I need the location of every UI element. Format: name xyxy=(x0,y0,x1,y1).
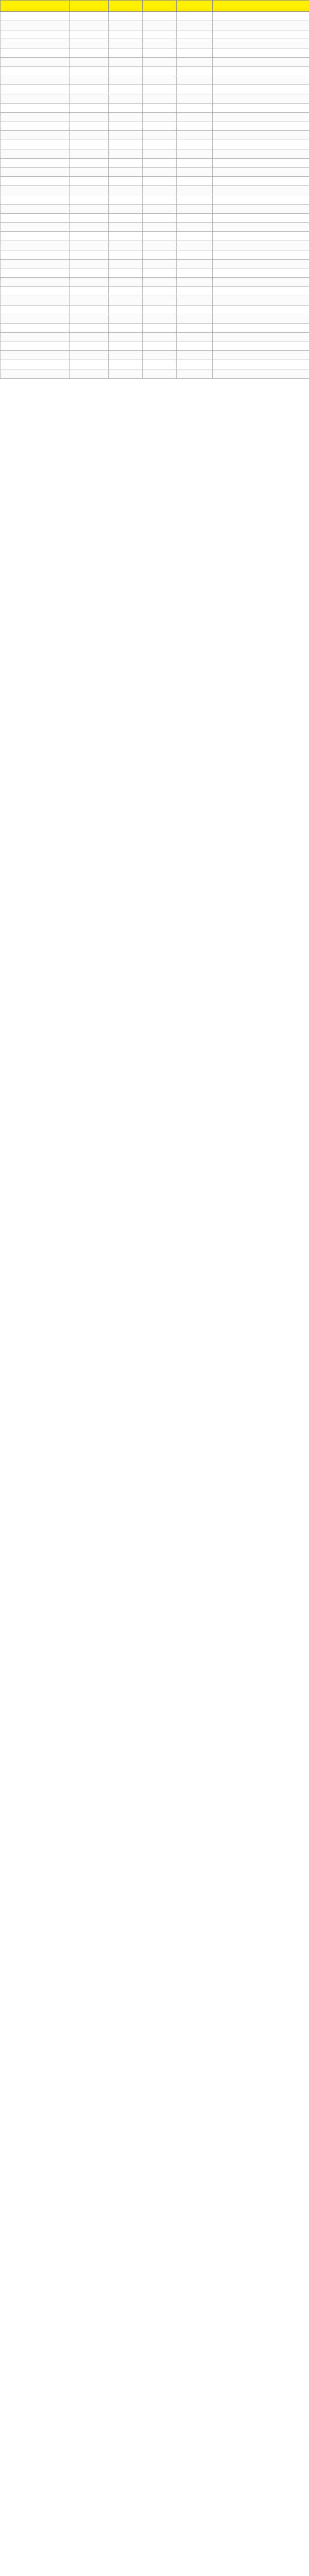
table-row xyxy=(1,250,309,259)
table-cell xyxy=(143,286,177,296)
table-row xyxy=(1,278,309,287)
table-cell xyxy=(177,103,213,112)
table-cell xyxy=(143,94,177,104)
table-cell xyxy=(143,223,177,232)
table-body xyxy=(1,12,309,379)
table-cell xyxy=(213,66,309,76)
table-cell xyxy=(1,342,70,351)
table-cell xyxy=(70,241,109,250)
table-cell xyxy=(213,177,309,186)
table-cell xyxy=(1,268,70,278)
table-cell xyxy=(1,314,70,324)
table-cell xyxy=(70,342,109,351)
table-row xyxy=(1,76,309,85)
table-cell xyxy=(70,94,109,104)
table-cell xyxy=(1,324,70,333)
table-cell xyxy=(143,204,177,213)
table-cell xyxy=(213,149,309,158)
table-cell xyxy=(143,324,177,333)
table-cell xyxy=(1,259,70,268)
table-cell xyxy=(70,12,109,21)
table-cell xyxy=(143,21,177,30)
table-cell xyxy=(1,223,70,232)
table-row xyxy=(1,195,309,204)
table-cell xyxy=(177,268,213,278)
table-row xyxy=(1,30,309,39)
table-row xyxy=(1,342,309,351)
table-cell xyxy=(1,30,70,39)
table-cell xyxy=(213,12,309,21)
table-cell xyxy=(143,12,177,21)
table-cell xyxy=(1,351,70,360)
table-cell xyxy=(109,223,143,232)
table-cell xyxy=(177,324,213,333)
table-cell xyxy=(70,305,109,314)
table-row xyxy=(1,259,309,268)
table-cell xyxy=(177,342,213,351)
table-cell xyxy=(109,232,143,241)
table-cell xyxy=(177,39,213,48)
table-cell xyxy=(70,39,109,48)
table-cell xyxy=(143,85,177,94)
table-cell xyxy=(1,204,70,213)
table-cell xyxy=(177,204,213,213)
table-row xyxy=(1,167,309,177)
table-cell xyxy=(213,259,309,268)
table-cell xyxy=(70,204,109,213)
table-cell xyxy=(213,94,309,104)
table-row xyxy=(1,158,309,167)
table-row xyxy=(1,324,309,333)
table-cell xyxy=(1,57,70,66)
table-cell xyxy=(213,76,309,85)
table-cell xyxy=(177,12,213,21)
table-cell xyxy=(213,195,309,204)
table-cell xyxy=(213,268,309,278)
table-row xyxy=(1,66,309,76)
table-cell xyxy=(70,149,109,158)
table-cell xyxy=(177,213,213,223)
table-cell xyxy=(177,332,213,342)
table-cell xyxy=(213,140,309,149)
table-cell xyxy=(213,158,309,167)
table-row xyxy=(1,232,309,241)
table-cell xyxy=(143,332,177,342)
table-cell xyxy=(177,66,213,76)
table-cell xyxy=(143,342,177,351)
table-cell xyxy=(177,140,213,149)
table-cell xyxy=(1,85,70,94)
table-cell xyxy=(1,332,70,342)
table-row xyxy=(1,314,309,324)
table-cell xyxy=(70,259,109,268)
table-cell xyxy=(1,186,70,195)
table-cell xyxy=(213,122,309,131)
table-cell xyxy=(213,360,309,369)
table-cell xyxy=(177,30,213,39)
table-cell xyxy=(213,48,309,58)
table-cell xyxy=(143,131,177,140)
table-cell xyxy=(1,140,70,149)
table-cell xyxy=(1,296,70,305)
table-row xyxy=(1,369,309,379)
table-cell xyxy=(143,314,177,324)
table-cell xyxy=(177,158,213,167)
table-cell xyxy=(70,48,109,58)
table-cell xyxy=(213,286,309,296)
table-cell xyxy=(213,204,309,213)
table-cell xyxy=(109,122,143,131)
table-cell xyxy=(109,149,143,158)
table-row xyxy=(1,149,309,158)
table-cell xyxy=(70,103,109,112)
table-row xyxy=(1,112,309,122)
table-cell xyxy=(109,324,143,333)
table-cell xyxy=(1,286,70,296)
table-cell xyxy=(1,66,70,76)
table-cell xyxy=(177,351,213,360)
table-cell xyxy=(177,296,213,305)
table-cell xyxy=(213,250,309,259)
table-cell xyxy=(1,241,70,250)
table-cell xyxy=(177,112,213,122)
table-header xyxy=(1,1,309,12)
table-cell xyxy=(109,103,143,112)
table-cell xyxy=(143,158,177,167)
table-cell xyxy=(177,186,213,195)
table-cell xyxy=(213,167,309,177)
table-cell xyxy=(143,122,177,131)
table-cell xyxy=(70,167,109,177)
table-cell xyxy=(109,48,143,58)
table-cell xyxy=(1,250,70,259)
table-cell xyxy=(109,112,143,122)
table-row xyxy=(1,94,309,104)
table-cell xyxy=(177,131,213,140)
table-cell xyxy=(70,250,109,259)
table-cell xyxy=(143,369,177,379)
table-row xyxy=(1,57,309,66)
data-sheet xyxy=(0,0,309,379)
table-cell xyxy=(213,85,309,94)
table-cell xyxy=(177,305,213,314)
table-cell xyxy=(143,39,177,48)
table-cell xyxy=(143,232,177,241)
table-cell xyxy=(177,94,213,104)
table-cell xyxy=(70,213,109,223)
table-cell xyxy=(213,112,309,122)
table-cell xyxy=(143,213,177,223)
table-cell xyxy=(1,177,70,186)
table-cell xyxy=(143,259,177,268)
table-cell xyxy=(70,351,109,360)
table-cell xyxy=(213,30,309,39)
table-row xyxy=(1,21,309,30)
table-cell xyxy=(143,250,177,259)
table-cell xyxy=(1,21,70,30)
table-cell xyxy=(143,103,177,112)
table-cell xyxy=(1,122,70,131)
table-cell xyxy=(143,149,177,158)
table-cell xyxy=(109,21,143,30)
table-cell xyxy=(143,351,177,360)
table-cell xyxy=(70,85,109,94)
table-cell xyxy=(143,268,177,278)
table-row xyxy=(1,204,309,213)
table-cell xyxy=(143,30,177,39)
table-cell xyxy=(1,360,70,369)
table-cell xyxy=(177,360,213,369)
table-cell xyxy=(70,57,109,66)
table-cell xyxy=(1,131,70,140)
table-cell xyxy=(1,39,70,48)
table-row xyxy=(1,12,309,21)
table-row xyxy=(1,186,309,195)
table-cell xyxy=(109,296,143,305)
table-cell xyxy=(143,48,177,58)
table-cell xyxy=(70,158,109,167)
table-cell xyxy=(109,195,143,204)
table-cell xyxy=(1,213,70,223)
table-cell xyxy=(109,278,143,287)
table-row xyxy=(1,140,309,149)
table-cell xyxy=(177,314,213,324)
table-cell xyxy=(1,369,70,379)
table-row xyxy=(1,213,309,223)
column-header xyxy=(1,1,70,12)
table-cell xyxy=(213,223,309,232)
column-header xyxy=(109,1,143,12)
table-cell xyxy=(70,296,109,305)
table-cell xyxy=(213,305,309,314)
table-cell xyxy=(109,204,143,213)
table-cell xyxy=(177,149,213,158)
column-header xyxy=(143,1,177,12)
table-cell xyxy=(109,286,143,296)
table-cell xyxy=(70,332,109,342)
table-row xyxy=(1,85,309,94)
table-row xyxy=(1,360,309,369)
table-cell xyxy=(177,250,213,259)
table-cell xyxy=(177,223,213,232)
table-cell xyxy=(1,278,70,287)
table-cell xyxy=(1,94,70,104)
table-cell xyxy=(143,241,177,250)
table-cell xyxy=(1,48,70,58)
table-cell xyxy=(109,57,143,66)
table-cell xyxy=(109,332,143,342)
table-cell xyxy=(213,213,309,223)
table-cell xyxy=(109,140,143,149)
table-cell xyxy=(177,122,213,131)
table-cell xyxy=(1,167,70,177)
table-cell xyxy=(143,66,177,76)
table-cell xyxy=(143,305,177,314)
table-cell xyxy=(109,213,143,223)
table-cell xyxy=(213,342,309,351)
table-cell xyxy=(109,259,143,268)
table-cell xyxy=(70,314,109,324)
table-cell xyxy=(177,286,213,296)
table-cell xyxy=(143,57,177,66)
table-row xyxy=(1,223,309,232)
table-row xyxy=(1,305,309,314)
column-header xyxy=(177,1,213,12)
table-row xyxy=(1,286,309,296)
table-cell xyxy=(109,241,143,250)
table-cell xyxy=(109,369,143,379)
table-row xyxy=(1,332,309,342)
table-cell xyxy=(109,314,143,324)
table-cell xyxy=(109,131,143,140)
table-cell xyxy=(109,39,143,48)
table-row xyxy=(1,177,309,186)
table-cell xyxy=(177,259,213,268)
table-cell xyxy=(213,351,309,360)
table-cell xyxy=(70,268,109,278)
table-cell xyxy=(177,241,213,250)
table-cell xyxy=(109,158,143,167)
table-cell xyxy=(109,76,143,85)
table-cell xyxy=(177,369,213,379)
table-cell xyxy=(143,112,177,122)
table-row xyxy=(1,122,309,131)
table-cell xyxy=(177,195,213,204)
table-cell xyxy=(109,351,143,360)
table-cell xyxy=(109,177,143,186)
table-cell xyxy=(213,232,309,241)
table-cell xyxy=(177,85,213,94)
table-cell xyxy=(70,186,109,195)
table-cell xyxy=(109,12,143,21)
table-cell xyxy=(1,158,70,167)
table-cell xyxy=(70,66,109,76)
table-cell xyxy=(143,278,177,287)
table-row xyxy=(1,241,309,250)
table-cell xyxy=(109,94,143,104)
table-cell xyxy=(1,232,70,241)
table-cell xyxy=(213,278,309,287)
table-cell xyxy=(109,342,143,351)
table-cell xyxy=(177,167,213,177)
table-cell xyxy=(177,21,213,30)
table-cell xyxy=(109,30,143,39)
table-cell xyxy=(70,286,109,296)
table-cell xyxy=(213,332,309,342)
header-row xyxy=(1,1,309,12)
table-row xyxy=(1,351,309,360)
table-cell xyxy=(70,131,109,140)
table-cell xyxy=(70,223,109,232)
table-cell xyxy=(109,167,143,177)
table-cell xyxy=(70,112,109,122)
table-cell xyxy=(213,369,309,379)
table-row xyxy=(1,296,309,305)
table-cell xyxy=(109,85,143,94)
column-header xyxy=(70,1,109,12)
table-row xyxy=(1,39,309,48)
table-cell xyxy=(70,195,109,204)
table-cell xyxy=(143,186,177,195)
table-cell xyxy=(70,369,109,379)
table-cell xyxy=(177,232,213,241)
table-row xyxy=(1,131,309,140)
table-cell xyxy=(213,324,309,333)
table-cell xyxy=(213,21,309,30)
table-cell xyxy=(70,324,109,333)
table-row xyxy=(1,103,309,112)
table-cell xyxy=(1,305,70,314)
table-cell xyxy=(109,250,143,259)
table-cell xyxy=(143,167,177,177)
table-cell xyxy=(1,76,70,85)
table-cell xyxy=(1,12,70,21)
table-cell xyxy=(109,66,143,76)
table-cell xyxy=(1,103,70,112)
table-cell xyxy=(109,268,143,278)
table-cell xyxy=(70,360,109,369)
table-cell xyxy=(213,296,309,305)
table-cell xyxy=(1,112,70,122)
table-cell xyxy=(70,232,109,241)
table-cell xyxy=(213,186,309,195)
table-cell xyxy=(177,76,213,85)
table-cell xyxy=(70,140,109,149)
table-cell xyxy=(70,122,109,131)
table-cell xyxy=(213,103,309,112)
table-cell xyxy=(143,76,177,85)
table-cell xyxy=(177,57,213,66)
table-cell xyxy=(1,149,70,158)
table-cell xyxy=(70,177,109,186)
table-cell xyxy=(70,30,109,39)
table-cell xyxy=(177,177,213,186)
table-cell xyxy=(143,140,177,149)
table-cell xyxy=(213,131,309,140)
table-cell xyxy=(177,278,213,287)
table-cell xyxy=(213,57,309,66)
table-cell xyxy=(143,296,177,305)
table-cell xyxy=(143,360,177,369)
table-cell xyxy=(143,177,177,186)
data-table xyxy=(0,0,309,379)
table-cell xyxy=(213,241,309,250)
table-cell xyxy=(70,278,109,287)
table-cell xyxy=(177,48,213,58)
table-cell xyxy=(1,195,70,204)
table-cell xyxy=(213,39,309,48)
table-cell xyxy=(143,195,177,204)
table-row xyxy=(1,48,309,58)
table-cell xyxy=(109,360,143,369)
table-cell xyxy=(213,314,309,324)
table-cell xyxy=(109,305,143,314)
column-header xyxy=(213,1,309,12)
table-row xyxy=(1,268,309,278)
table-cell xyxy=(109,186,143,195)
table-cell xyxy=(70,76,109,85)
table-cell xyxy=(70,21,109,30)
